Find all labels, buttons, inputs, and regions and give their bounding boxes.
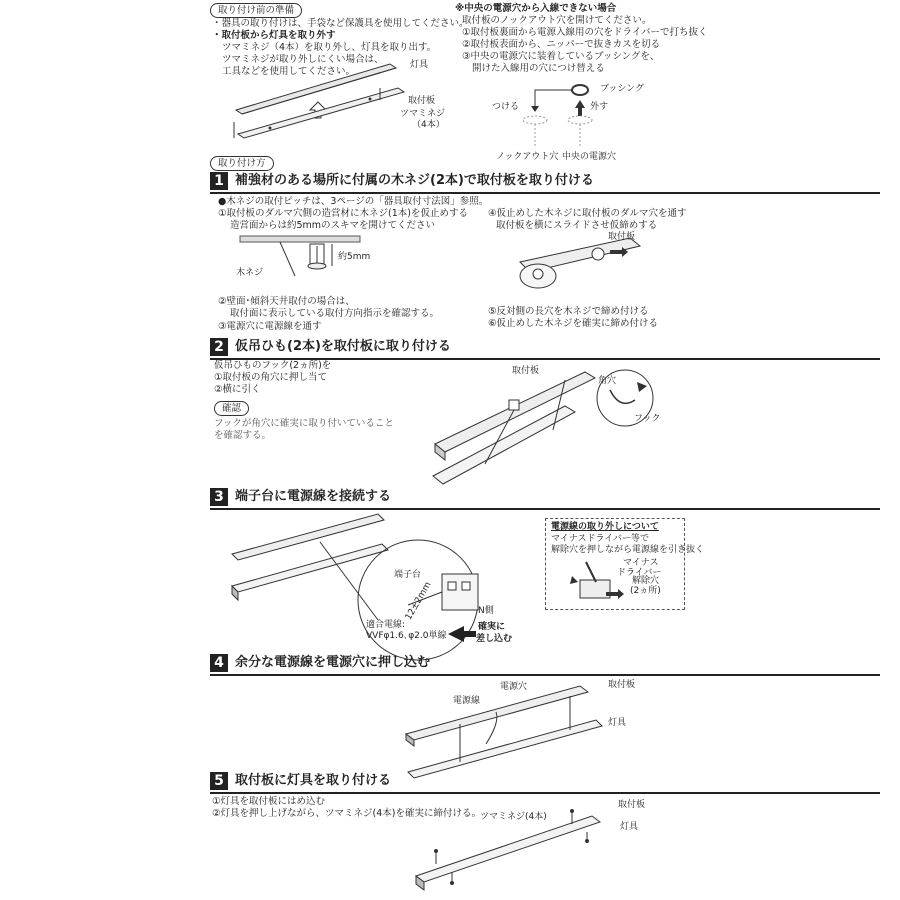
prep-label-plate: 取付板: [408, 96, 436, 106]
gap-label: 約5mm: [338, 252, 371, 262]
strip-length-label: 12±2mm: [403, 580, 434, 623]
power-hole-label: 電源穴: [500, 682, 528, 692]
step1-title: 補強材のある場所に付属の木ネジ(2本)で取付板を取り付ける: [235, 173, 594, 188]
step1-left-2: 造営面からは約5mmのスキマを開けてください: [230, 220, 436, 231]
step1-right-1: ④仮止めした木ネジに取付板のダルマ穴を通す: [488, 208, 687, 219]
wood-screw-label: 木ネジ: [236, 268, 264, 278]
prep-line-3: ツマミネジ（4本）を取り外し、灯具を取り出す。: [222, 42, 437, 53]
step2-title: 仮吊ひも(2本)を取付板に取り付ける: [235, 339, 451, 354]
power-wire-label: 電源線: [453, 696, 481, 706]
step4-plate-label: 取付板: [608, 680, 636, 690]
method-pill: 取り付け方: [210, 156, 274, 171]
step3-number: 3: [210, 488, 228, 506]
hook-label: フック: [634, 414, 661, 424]
prep-label-screw-count: （4本）: [412, 120, 445, 130]
step2-line-3: ②横に引く: [214, 384, 261, 395]
step4-number: 4: [210, 654, 228, 672]
step3-title: 端子台に電源線を接続する: [235, 489, 392, 504]
slide-plate-diagram: [510, 232, 660, 302]
center-note-line-2: ①取付板裏面から電源入線用の穴をドライバーで打ち抜く: [462, 27, 708, 38]
prep-line-4: ツマミネジが取り外しにくい場合は、: [222, 54, 384, 65]
insert-arrow: [448, 624, 478, 644]
confirm-line-2: を確認する。: [214, 430, 272, 441]
step5-lamp-label: 灯具: [620, 822, 639, 832]
prep-label-lamp: 灯具: [410, 60, 429, 70]
step4-diagram: [400, 682, 620, 782]
removal-diagram: [566, 556, 626, 606]
terminal-label: 端子台: [394, 570, 422, 580]
release-2: (2ヵ所): [630, 586, 661, 596]
hook-diagram: [425, 360, 685, 490]
step1-right2-1: ⑤反対側の長穴を木ネジで締め付ける: [488, 306, 649, 317]
step5-plate-label: 取付板: [618, 800, 646, 810]
confirm-pill: 確認: [214, 401, 249, 416]
remove-label: 外す: [590, 102, 609, 112]
step4-rule: [210, 674, 880, 676]
prep-pill: 取り付け前の準備: [210, 3, 302, 18]
release-1: 解除穴: [632, 576, 660, 586]
step2-plate-label: 取付板: [512, 366, 540, 376]
prep-line-1: ・器具の取り付けは、手袋など保護具を使用してください。: [212, 18, 469, 29]
step1-number: 1: [210, 172, 228, 190]
step5-screw-label: ツマミネジ(4本): [480, 812, 547, 822]
step5-rule: [210, 792, 880, 794]
step5-line-2: ②灯具を押し上げながら、ツマミネジ(4本)を確実に締付ける。: [212, 808, 481, 819]
center-note-line-4: ③中央の電源穴に装着しているブッシングを、: [462, 51, 660, 62]
prep-diagram: [230, 58, 420, 138]
step2-number: 2: [210, 338, 228, 356]
square-hole-label: 角穴: [598, 376, 617, 386]
step4-lamp-label: 灯具: [608, 718, 627, 728]
step1-left2-1: ②壁面･傾斜天井取付の場合は、: [218, 296, 355, 307]
step1-plate-label: 取付板: [608, 232, 636, 242]
center-note-line-5: 開けた入線用の穴につけ替える: [472, 63, 605, 74]
step1-note: ●木ネジの取付ピッチは、3ページの「器具取付寸法図」参照。: [218, 196, 489, 207]
insert-2: 差し込む: [476, 634, 513, 644]
removal-line-1: マイナスドライバー等で: [551, 534, 650, 544]
prep-line-2: ・取付板から灯具を取り外す: [212, 30, 336, 41]
center-note-heading: ※中央の電源穴から入線できない場合: [455, 3, 617, 14]
step1-left2-3: ③電源穴に電源線を通す: [218, 321, 322, 332]
step1-left-1: ①取付板のダルマ穴側の造営材に木ネジ(1本)を仮止めする: [218, 208, 468, 219]
step2-line-1: 仮吊ひものフック(2ヵ所)を: [214, 360, 332, 371]
step1-right-2: 取付板を横にスライドさせ仮締めする: [496, 220, 658, 231]
attach-label: つける: [492, 102, 520, 112]
center-note-line-1: 取付板のノックアウト穴を開けてください。: [462, 15, 652, 26]
step1-right2-2: ⑥仮止めした木ネジを確実に締め付ける: [488, 318, 659, 329]
removal-line-2: 解除穴を押しながら電源線を引き抜く: [551, 545, 705, 555]
center-note-line-3: ②取付板表面から、ニッパーで抜きカスを切る: [462, 39, 661, 50]
step4-title: 余分な電源線を電源穴に押し込む: [235, 655, 431, 670]
driver-1: マイナス: [623, 558, 659, 568]
prep-line-5: 工具などを使用してください。: [222, 66, 356, 77]
knockout-label: ノックアウト穴: [496, 152, 559, 162]
confirm-line-1: フックが角穴に確実に取り付いていること: [214, 418, 394, 429]
wire-spec-2: VVFφ1.6､φ2.0単線: [366, 631, 447, 641]
step1-left2-2: 取付面に表示している取付方向指示を確認する。: [230, 308, 440, 319]
step5-line-1: ①灯具を取付板にはめ込む: [212, 796, 326, 807]
step5-title: 取付板に灯具を取り付ける: [235, 773, 392, 788]
step2-line-2: ①取付板の角穴に押し当て: [214, 372, 328, 383]
insert-1: 確実に: [478, 622, 506, 632]
wire-spec-1: 適合電線:: [366, 620, 406, 630]
n-side-label: N側: [478, 606, 494, 616]
bushing-label: ブッシング: [600, 84, 644, 94]
center-hole-label: 中央の電源穴: [562, 152, 617, 162]
step1-rule: [210, 192, 880, 194]
driver-2: ドライバー: [617, 568, 662, 578]
step5-number: 5: [210, 772, 228, 790]
prep-label-screw: ツマミネジ: [400, 109, 446, 119]
removal-title: 電源線の取り外しについて: [551, 522, 659, 532]
